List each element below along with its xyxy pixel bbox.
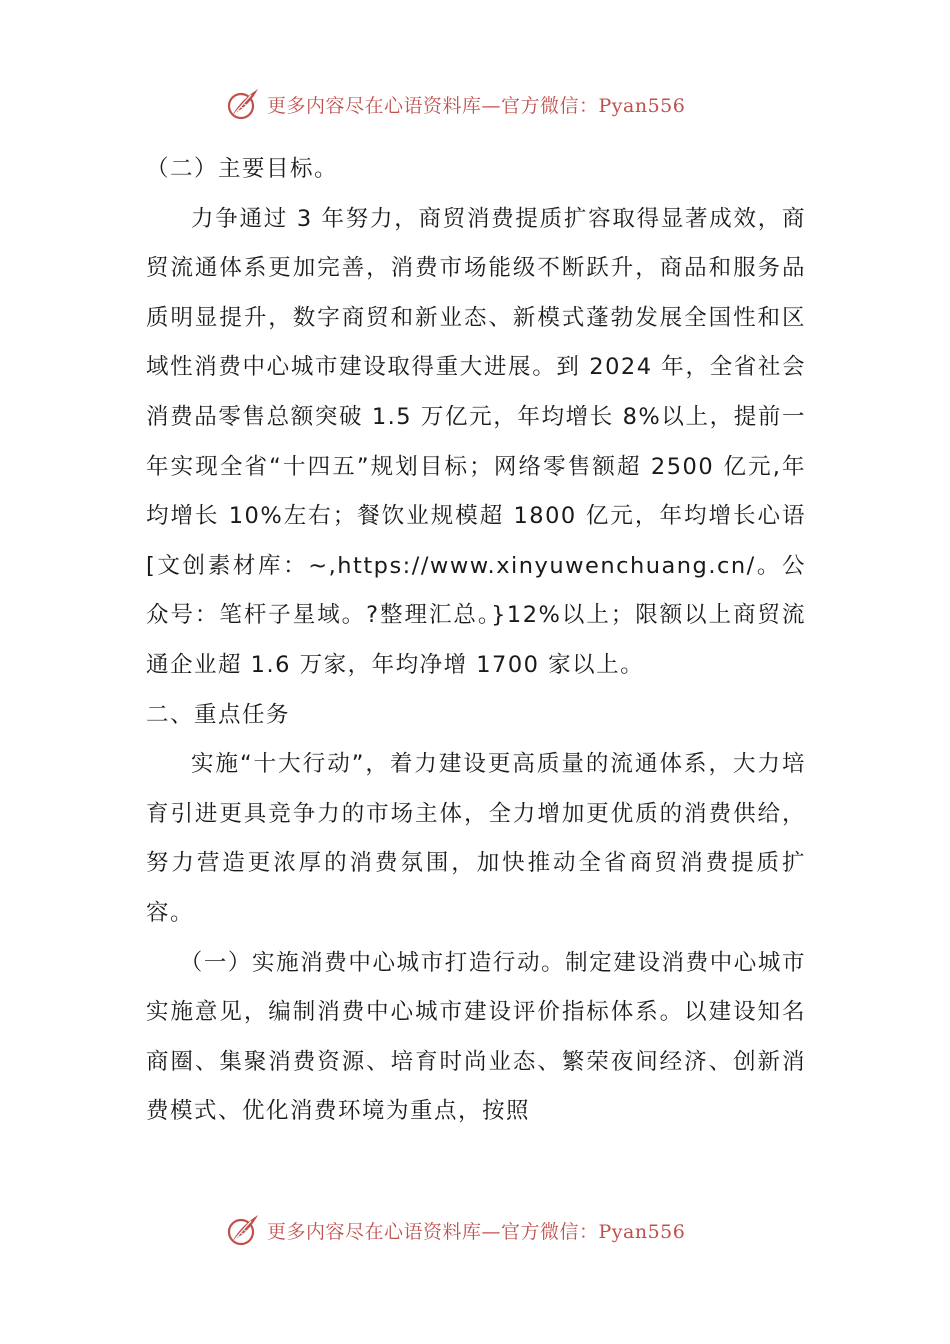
- banner-site-name: 更多内容尽在心语资料库: [267, 1220, 482, 1243]
- feather-pen-logo-icon: [225, 1212, 261, 1248]
- goal-heading: （二）主要目标。: [146, 156, 339, 182]
- tasks-paragraph: 实施“十大行动”，着力建设更高质量的流通体系，大力培育引进更具竞争力的市场主体，全力增加更优质的消费供给，努力营造更浓厚的消费氛围，加快推动全省商贸消费提质扩容。: [146, 751, 806, 926]
- document-body: [146, 145, 806, 1137]
- header-banner: [225, 84, 745, 124]
- goal-paragraph: 力争通过 3 年努力，商贸消费提质扩容取得显著成效，商贸流通体系更加完善，消费市场能级不断跃升，商品和服务品质明显提升，数字商贸和新业态、新模式蓬勃发展全国性和区域性消费中心城市建设取得重大进展。到 2024 年，全省社会消费品零售总额突破 1.5 万亿元，年均增长 8%以上，提前一年实现全省“十四五”规划目标；网络零售额超 2500 亿元,年均增长 10%左右；餐饮业规模超 1800 亿元，年均增长心语[文创素材库：~,https://www.xinyuwenchuang.cn/。公众号：笔杆子星域。?整理汇总。}12%以上；限额以上商贸流通企业超 1.6 万家，年均净增 1700 家以上。: [146, 205, 806, 678]
- tasks-heading: 二、重点任务: [146, 701, 291, 728]
- footer-banner: [225, 1210, 745, 1250]
- banner-separator: —: [481, 94, 502, 117]
- feather-pen-logo-icon: [225, 86, 261, 122]
- banner-text: [267, 91, 685, 118]
- banner-wechat: 官方微信：Pyan556: [501, 94, 686, 117]
- banner-wechat: 官方微信：Pyan556: [501, 1220, 686, 1243]
- banner-text: [267, 1217, 685, 1244]
- banner-separator: —: [481, 1220, 502, 1243]
- banner-site-name: 更多内容尽在心语资料库: [267, 94, 482, 117]
- action1-paragraph: （一）实施消费中心城市打造行动。制定建设消费中心城市实施意见，编制消费中心城市建设评价指标体系。以建设知名商圈、集聚消费资源、培育时尚业态、繁荣夜间经济、创新消费模式、优化消费环境为重点，按照: [146, 949, 806, 1125]
